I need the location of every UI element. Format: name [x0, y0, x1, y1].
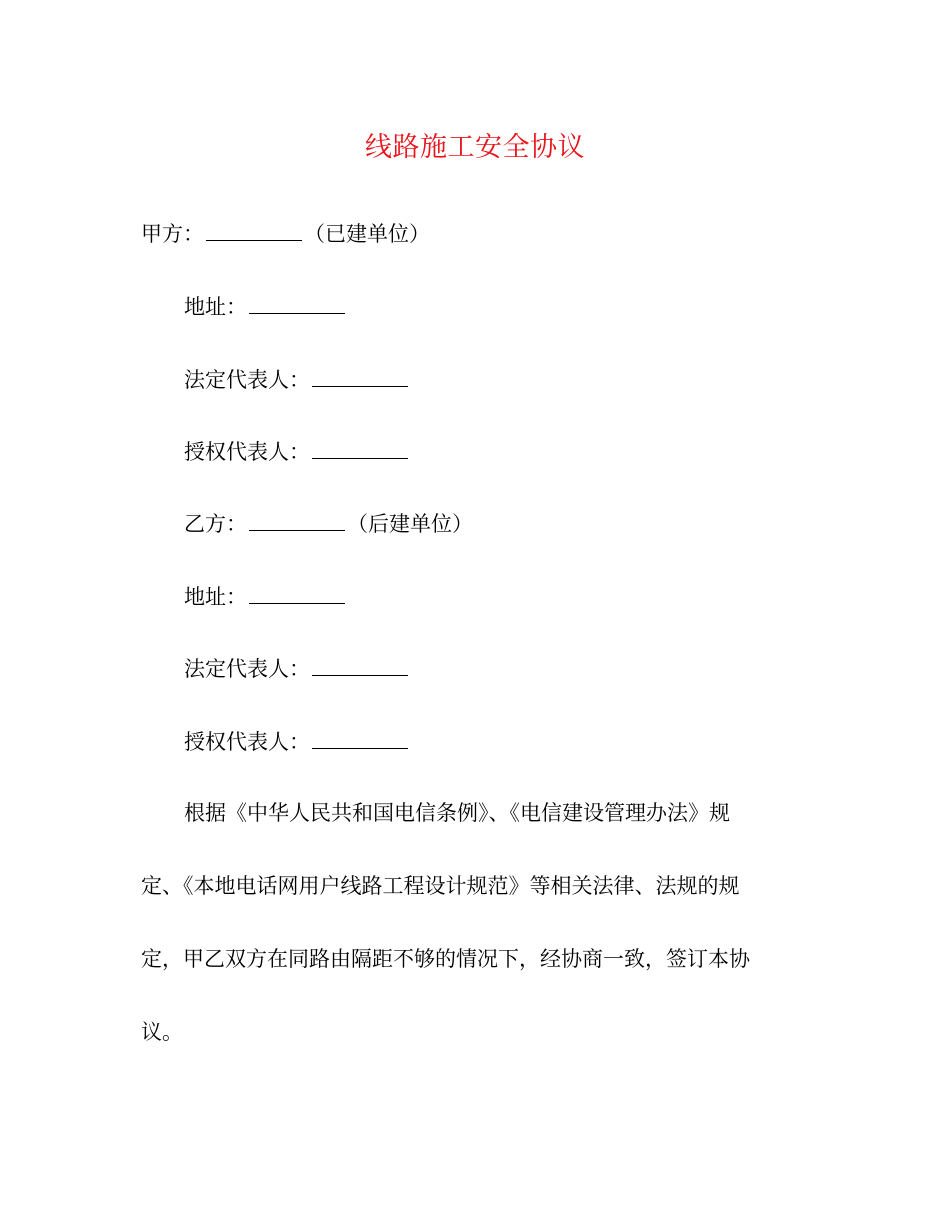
- party-a-address-label: 地址：: [184, 295, 247, 319]
- party-a-address-line: [184, 292, 347, 322]
- body-line-3: 定，甲乙双方在同路由隔距不够的情况下，经协商一致，签订本协: [141, 947, 750, 971]
- party-a-legal-rep-line: [184, 365, 410, 395]
- party-b-address-blank: [249, 583, 345, 604]
- party-b-label: 乙方：: [184, 512, 247, 536]
- party-a-auth-rep-line: [184, 437, 410, 467]
- party-a-legal-rep-blank: [312, 366, 408, 387]
- party-b-legal-rep-label: 法定代表人：: [184, 657, 310, 681]
- party-a-label: 甲方：: [141, 222, 204, 246]
- party-b-address-line: [184, 582, 347, 612]
- party-b-auth-rep-blank: [312, 728, 408, 749]
- party-a-auth-rep-blank: [312, 438, 408, 459]
- document-title: 线路施工安全协议: [365, 132, 585, 163]
- party-b-auth-rep-line: [184, 727, 410, 757]
- party-b-name-blank: [249, 510, 345, 531]
- party-b-auth-rep-label: 授权代表人：: [184, 730, 310, 754]
- body-line-1: 根据《中华人民共和国电信条例》、《电信建设管理办法》规: [184, 801, 730, 825]
- body-line-2: 定、《本地电话网用户线路工程设计规范》等相关法律、法规的规: [141, 874, 740, 898]
- party-b-legal-rep-line: [184, 654, 410, 684]
- party-a-auth-rep-label: 授权代表人：: [184, 440, 310, 464]
- party-b-note: （后建单位）: [347, 512, 473, 536]
- body-line-4: 议。: [141, 1020, 183, 1044]
- party-b-line: [184, 509, 473, 539]
- party-b-address-label: 地址：: [184, 585, 247, 609]
- party-a-line: [141, 219, 430, 249]
- party-a-name-blank: [206, 220, 302, 241]
- party-a-legal-rep-label: 法定代表人：: [184, 368, 310, 392]
- party-a-address-blank: [249, 293, 345, 314]
- body-paragraph: [141, 798, 773, 1090]
- party-b-legal-rep-blank: [312, 655, 408, 676]
- party-a-note: （已建单位）: [304, 222, 430, 246]
